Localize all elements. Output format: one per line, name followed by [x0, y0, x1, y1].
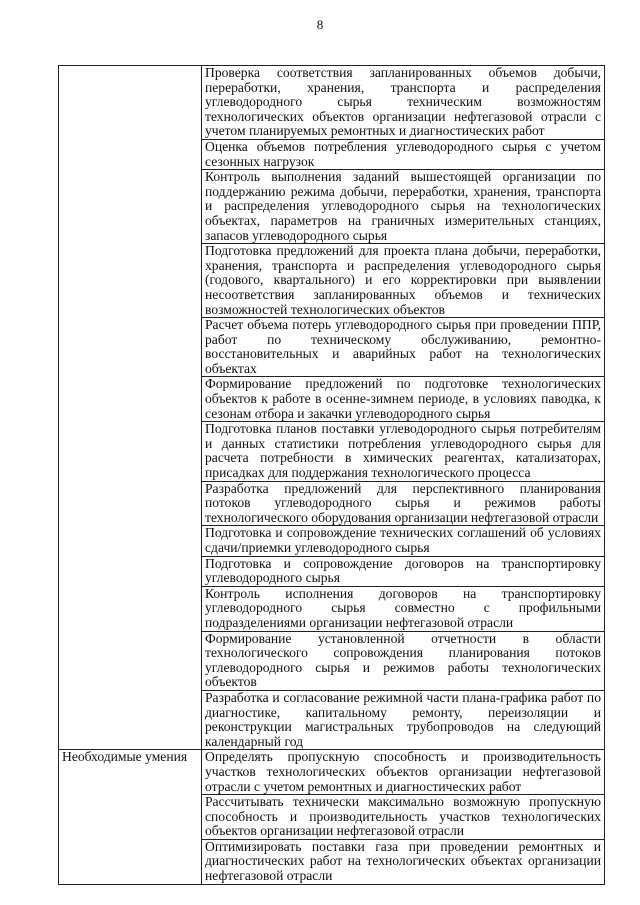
row-description-text: Разработка предложений для перспективного планирования потоков углеводородного сырья и режимов работы технологического оборудования организации нефтегазовой отрасли	[205, 480, 601, 525]
row-description-text: Формирование предложений по подготовке технологических объектов к работе в осенне-зимнем периоде, в условиях паводка, к сезонам отбора и закачки углеводородного сырья	[205, 376, 601, 421]
row-description-cell	[202, 481, 605, 526]
row-label-cell: Необходимые умения	[59, 750, 202, 884]
row-description-text: Подготовка и сопровождение договоров на транспортировку углеводородного сырья	[205, 555, 601, 586]
row-description-cell	[202, 318, 605, 377]
page-number: 8	[316, 17, 324, 32]
row-description-text: Разработка и согласование режимной части плана-графика работ по диагностике, капитальному ремонту, переизоляции и реконструкции магистральных трубопроводов на следующий календарный год	[205, 689, 601, 749]
requirements-table	[58, 65, 605, 885]
row-description-text: Расчет объема потерь углеводородного сырья при проведении ППР, работ по техническому обслуживанию, ремонтно-восстановительных и аварийных работ на технологических объектах	[205, 317, 601, 376]
row-description-cell	[202, 750, 605, 795]
row-description-cell	[202, 631, 605, 690]
row-description-text: Подготовка и сопровождение технических соглашений об условиях сдачи/приемки углеводородного сырья	[205, 525, 601, 555]
row-description-cell	[202, 377, 605, 422]
row-description-cell	[202, 526, 605, 556]
row-description-text: Контроль выполнения заданий вышестоящей организации по поддержанию режима добычи, переработки, хранения, транспорта и распределения углеводородного сырья на технологических объектах, параметров на граничных измерительных станциях, запасов углеводородного сырья	[205, 169, 601, 243]
row-description-text: Проверка соответствия запланированных объемов добычи, переработки, хранения, транспорта и распределения углеводородного сырья техническим возможностям технологических объектов организации нефтегазовой отрасли с учетом планируемых ремонтных и диагностических работ	[205, 65, 601, 139]
table-row	[59, 66, 605, 140]
row-description-cell	[202, 66, 605, 140]
row-description-cell	[202, 795, 605, 840]
row-description-text: Оптимизировать поставки газа при проведении ремонтных и диагностических работ на технологических объектах организации нефтегазовой отрасли	[205, 838, 601, 884]
row-description-cell	[202, 170, 605, 244]
row-description-text: Подготовка планов поставки углеводородного сырья потребителям и данных статистики потребления углеводородного сырья для расчета потребности в химических реагентах, катализаторах, присадках для поддержания технологического процесса	[205, 421, 601, 481]
row-description-cell	[202, 586, 605, 631]
table-body	[59, 66, 605, 885]
table-row	[59, 750, 605, 795]
row-description-cell	[202, 244, 605, 318]
row-description-text: Определять пропускную способность и производительность участков технологических объектов организации нефтегазовой отрасли с учетом ремонтных и диагностических работ	[205, 749, 601, 794]
row-description-text: Формирование установленной отчетности в области технологического сопровождения планирования потоков углеводородного сырья и режимов работы технологических объектов	[205, 630, 601, 690]
row-description-cell	[202, 556, 605, 586]
row-description-text: Подготовка предложений для проекта плана добычи, переработки, хранения, транспорта и распределения углеводородного сырья (годового, квартального) и его корректировки при выявлении несоответствия запланированных объемов и технических возможностей технологических объектов	[205, 243, 601, 317]
row-description-text: Оценка объемов потребления углеводородного сырья с учетом сезонных нагрузок	[205, 138, 601, 169]
row-description-text: Рассчитывать технически максимально возможную пропускную способность и производительность участков технологических объектов организации нефтегазовой отрасли	[205, 794, 601, 839]
row-description-cell	[202, 139, 605, 169]
row-description-text: Контроль исполнения договоров на транспортировку углеводородного сырья совместно с профильными подразделениями организации нефтегазовой отрасли	[205, 585, 601, 630]
row-description-cell	[202, 690, 605, 749]
row-label-cell	[59, 66, 202, 750]
row-description-cell	[202, 422, 605, 481]
row-description-cell	[202, 839, 605, 884]
